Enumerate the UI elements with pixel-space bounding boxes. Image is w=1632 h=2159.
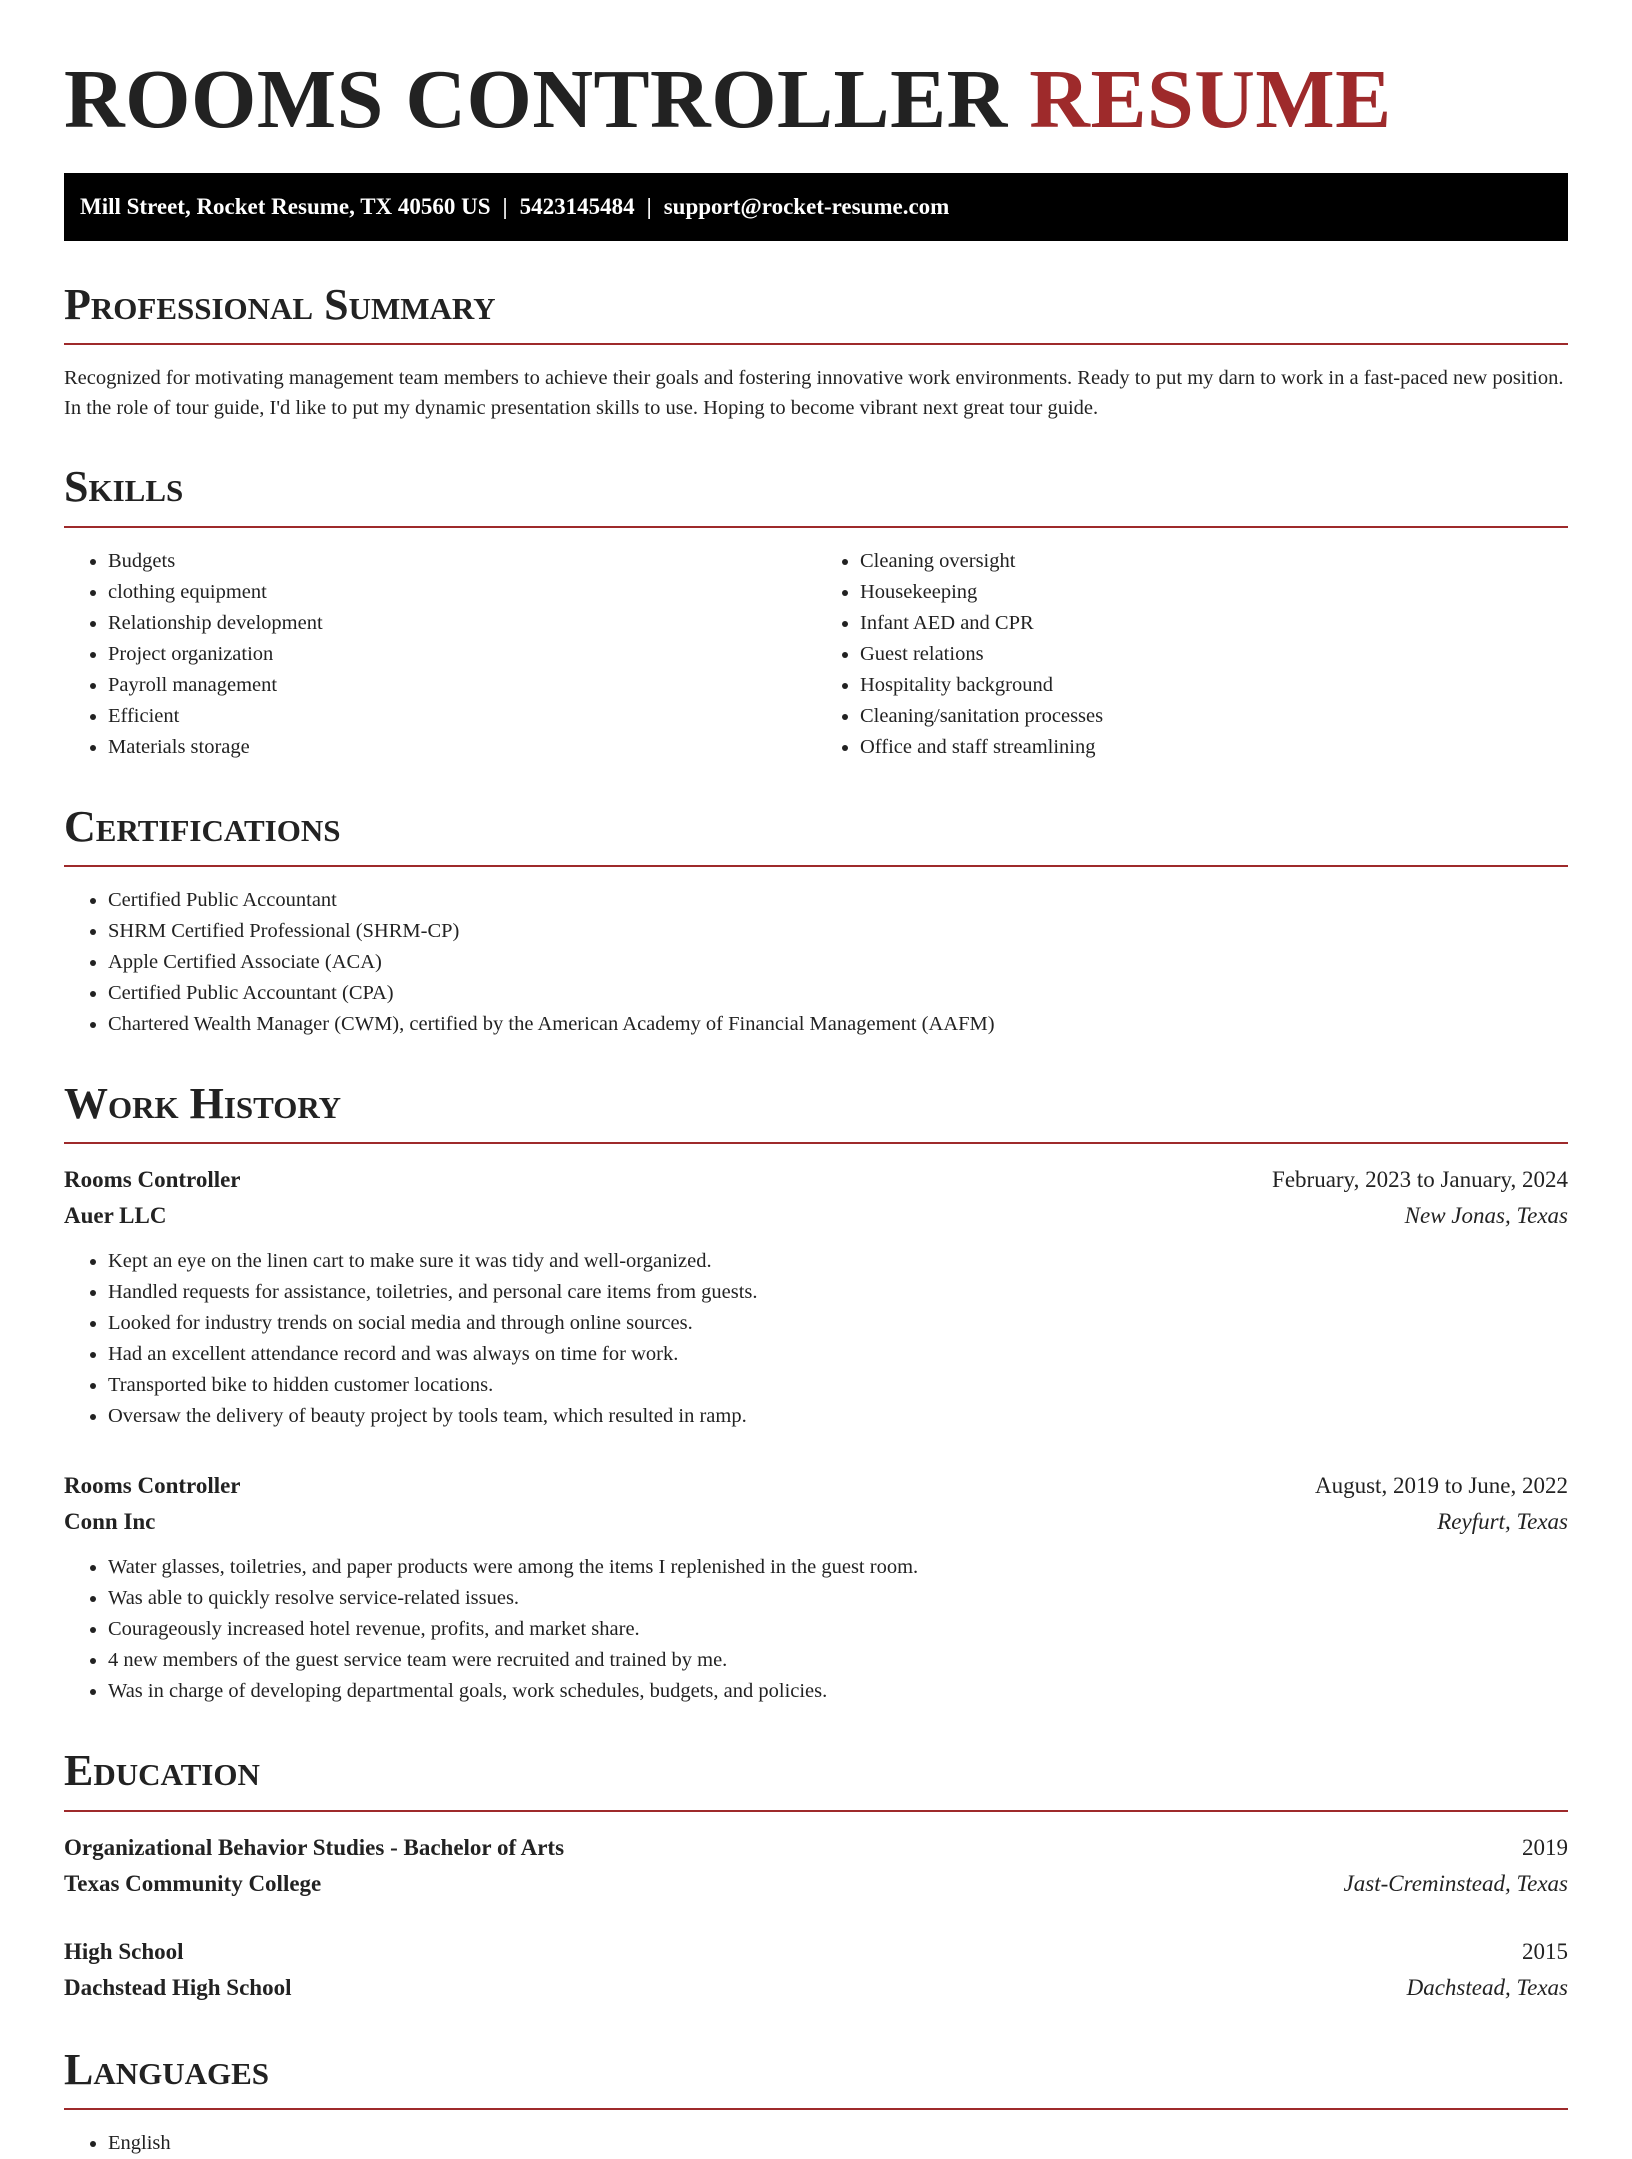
- skill-item: • Payroll management: [108, 670, 816, 701]
- contact-address: Mill Street, Rocket Resume, TX 40560 US: [80, 193, 491, 219]
- summary-section: [64, 281, 1568, 423]
- contact-bar: [64, 173, 1568, 241]
- job-location: New Jonas, Texas: [1404, 1203, 1568, 1229]
- skill-item: • Efficient: [108, 701, 816, 732]
- job-bullets: [64, 1552, 1568, 1707]
- job-bullet: • Looked for industry trends on social media and through online sources.: [108, 1308, 1568, 1339]
- skills-section: [64, 463, 1568, 762]
- skill-item: • Housekeeping: [860, 577, 1568, 608]
- education-school: Dachstead High School: [64, 1974, 292, 2000]
- skill-item: • clothing equipment: [108, 577, 816, 608]
- languages-heading: Languages: [64, 2046, 1568, 2110]
- skills-list-left: [64, 546, 816, 763]
- certification-item: • Chartered Wealth Manager (CWM), certified by the American Academy of Financial Management (AAFM): [108, 1009, 1568, 1040]
- job-location: Reyfurt, Texas: [1437, 1509, 1568, 1535]
- job-header-row: [64, 1468, 1568, 1504]
- job-bullet: • Had an excellent attendance record and was always on time for work.: [108, 1339, 1568, 1370]
- skill-item: • Cleaning oversight: [860, 546, 1568, 577]
- skills-grid: [64, 528, 1568, 763]
- job-entry: [64, 1468, 1568, 1707]
- education-year: 2019: [1522, 1834, 1568, 1860]
- job-company: Auer LLC: [64, 1203, 167, 1229]
- education-heading: Education: [64, 1747, 1568, 1811]
- job-bullet: • Transported bike to hidden customer locations.: [108, 1370, 1568, 1401]
- certification-item: • Certified Public Accountant: [108, 885, 1568, 916]
- skill-item: • Materials storage: [108, 732, 816, 763]
- skill-item: • Budgets: [108, 546, 816, 577]
- education-location: Jast-Creminstead, Texas: [1343, 1870, 1568, 1896]
- education-degree: High School: [64, 1938, 184, 1964]
- job-role: Rooms Controller: [64, 1473, 241, 1499]
- education-school: Texas Community College: [64, 1870, 322, 1896]
- skill-item: • Hospitality background: [860, 670, 1568, 701]
- education-school-row: [64, 1970, 1568, 2006]
- contact-separator: |: [646, 193, 652, 219]
- education-degree-row: [64, 1830, 1568, 1866]
- skill-item: • Guest relations: [860, 639, 1568, 670]
- education-section: [64, 1747, 1568, 2005]
- title-main: ROOMS CONTROLLER: [64, 53, 1008, 146]
- job-header-row: [64, 1162, 1568, 1198]
- summary-heading: Professional Summary: [64, 281, 1568, 345]
- education-year: 2015: [1522, 1938, 1568, 1964]
- education-school-row: [64, 1866, 1568, 1902]
- education-degree: Organizational Behavior Studies - Bachelor of Arts: [64, 1834, 565, 1860]
- education-entry: [64, 1934, 1568, 2006]
- contact-email: support@rocket-resume.com: [663, 193, 950, 219]
- languages-list: [64, 2128, 1568, 2159]
- certifications-list: [64, 885, 1568, 1040]
- work-history-heading: Work History: [64, 1080, 1568, 1144]
- job-entry: [64, 1162, 1568, 1432]
- skill-item: • Relationship development: [108, 608, 816, 639]
- skill-item: • Project organization: [108, 639, 816, 670]
- skills-heading: Skills: [64, 463, 1568, 527]
- skill-item: • Infant AED and CPR: [860, 608, 1568, 639]
- contact-separator: |: [502, 193, 508, 219]
- languages-section: [64, 2046, 1568, 2159]
- title-accent: RESUME: [1029, 53, 1392, 146]
- skills-list-right: [816, 546, 1568, 763]
- certification-item: • Certified Public Accountant (CPA): [108, 978, 1568, 1009]
- job-bullet: • Was able to quickly resolve service-related issues.: [108, 1583, 1568, 1614]
- job-dates: February, 2023 to January, 2024: [1272, 1167, 1568, 1193]
- contact-phone: 5423145484: [519, 193, 635, 219]
- summary-text: Recognized for motivating management team members to achieve their goals and fostering innovative work environments. Ready to put my darn to work in a fast-paced new position. In the role of tour guide, I'd like to put my dynamic presentation skills to use. Hoping to become vibrant next great tour guide.: [64, 367, 1564, 420]
- job-bullet: • Water glasses, toiletries, and paper products were among the items I replenished in the guest room.: [108, 1552, 1568, 1583]
- job-bullets: [64, 1246, 1568, 1432]
- language-item: • English: [108, 2128, 1568, 2159]
- job-dates: August, 2019 to June, 2022: [1315, 1473, 1568, 1499]
- certification-item: • Apple Certified Associate (ACA): [108, 947, 1568, 978]
- job-bullet: • Kept an eye on the linen cart to make sure it was tidy and well-organized.: [108, 1246, 1568, 1277]
- job-bullet: • 4 new members of the guest service team were recruited and trained by me.: [108, 1645, 1568, 1676]
- education-degree-row: [64, 1934, 1568, 1970]
- job-bullet: • Was in charge of developing departmental goals, work schedules, budgets, and policies.: [108, 1676, 1568, 1707]
- job-company: Conn Inc: [64, 1509, 156, 1535]
- resume-title: [64, 50, 1568, 151]
- education-entry: [64, 1830, 1568, 1902]
- certifications-heading: Certifications: [64, 803, 1568, 867]
- work-history-section: [64, 1080, 1568, 1707]
- certifications-section: [64, 803, 1568, 1040]
- job-bullet: • Handled requests for assistance, toiletries, and personal care items from guests.: [108, 1277, 1568, 1308]
- skill-item: • Cleaning/sanitation processes: [860, 701, 1568, 732]
- job-role: Rooms Controller: [64, 1167, 241, 1193]
- job-bullet: • Courageously increased hotel revenue, profits, and market share.: [108, 1614, 1568, 1645]
- job-company-row: [64, 1504, 1568, 1540]
- certification-item: • SHRM Certified Professional (SHRM-CP): [108, 916, 1568, 947]
- education-location: Dachstead, Texas: [1406, 1974, 1568, 2000]
- job-bullet: • Oversaw the delivery of beauty project by tools team, which resulted in ramp.: [108, 1401, 1568, 1432]
- job-company-row: [64, 1198, 1568, 1234]
- skill-item: • Office and staff streamlining: [860, 732, 1568, 763]
